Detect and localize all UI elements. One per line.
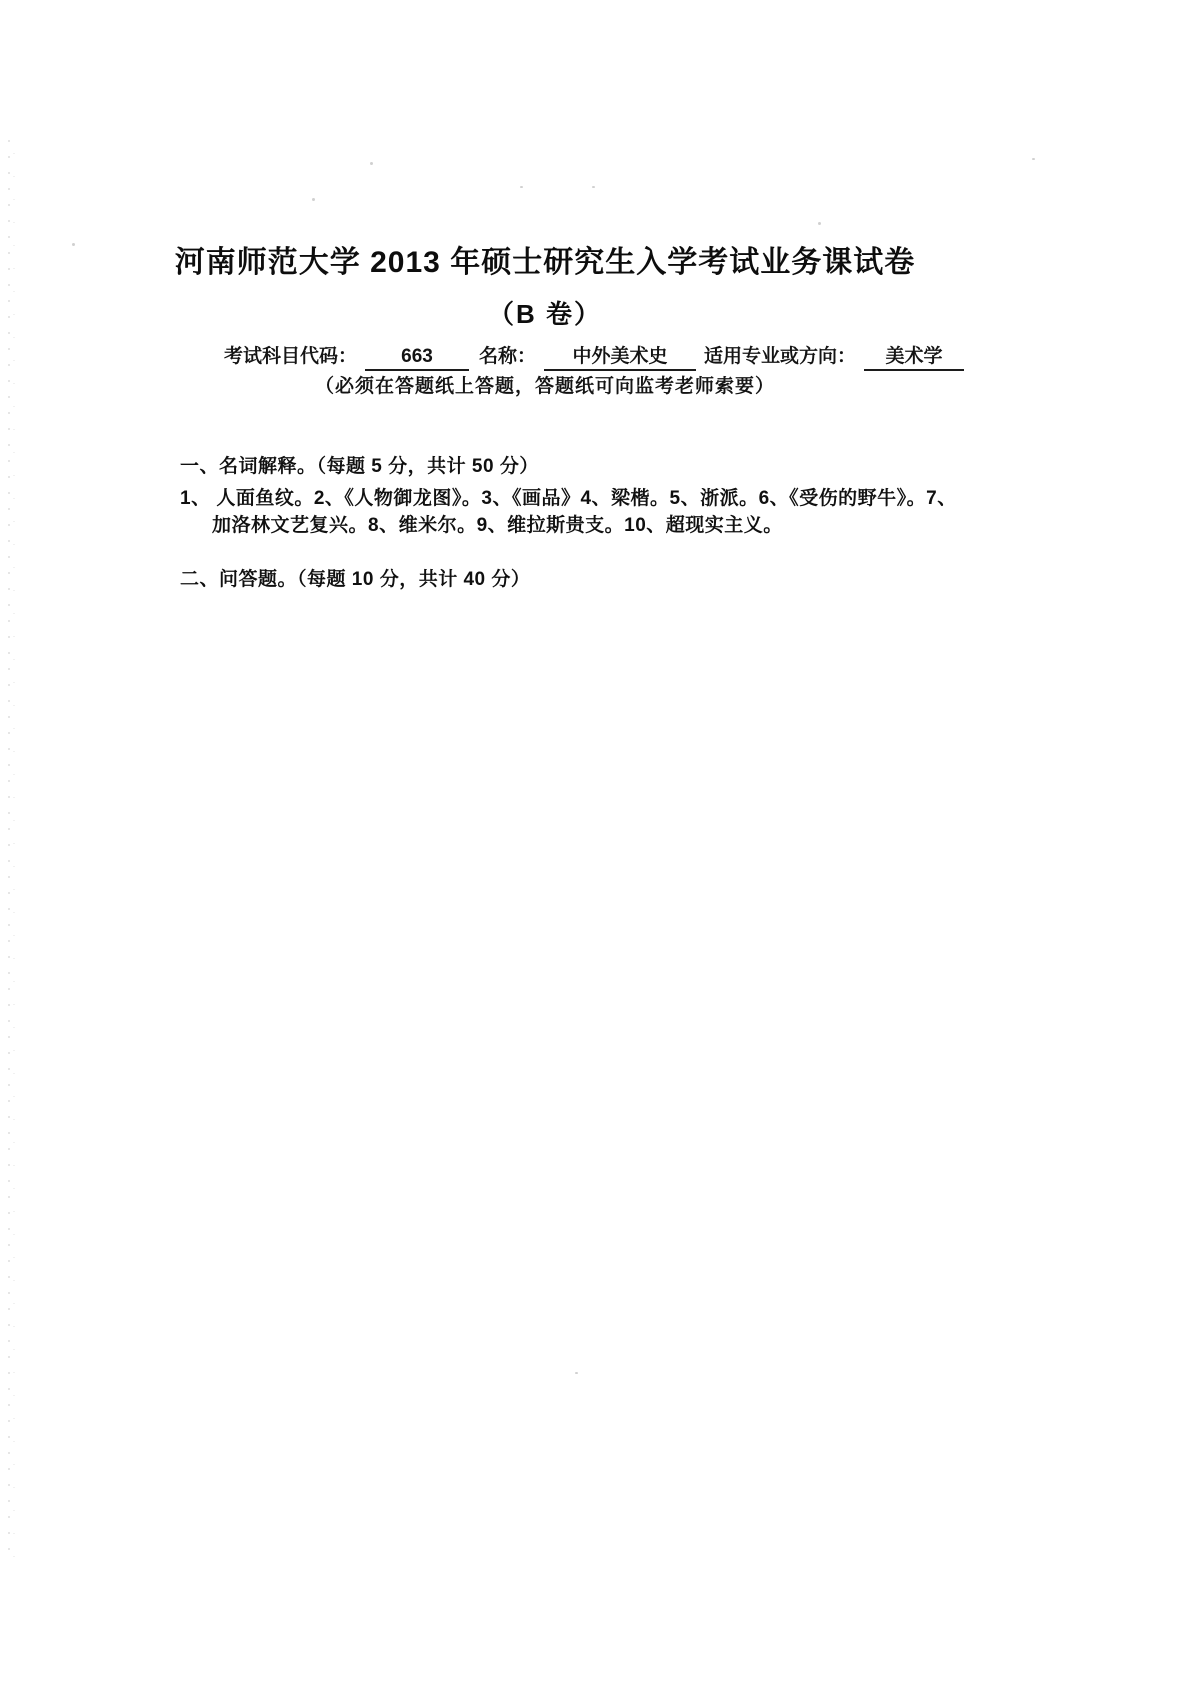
scan-speck	[575, 1372, 578, 1374]
subject-major-label: 适用专业或方向：	[704, 346, 857, 367]
exam-title: 河南师范大学 2013 年硕士研究生入学考试业务课试卷	[174, 246, 916, 279]
section-1-questions-line-1: 1、 人面鱼纹。2、《人物御龙图》。3、《画品》4、梁楷。5、浙派。6、《受伤的野牛》。7、	[180, 488, 957, 509]
paper-variant-label: （B 卷）	[487, 299, 602, 329]
scan-speck	[1032, 158, 1035, 160]
scan-edge-noise	[6, 140, 16, 1560]
scan-speck	[312, 198, 315, 201]
scan-speck	[370, 162, 373, 165]
subject-major-value: 美术学	[864, 347, 964, 371]
subject-code-label: 考试科目代码：	[224, 346, 358, 367]
answer-sheet-note: （必须在答题纸上答题，答题纸可向监考老师索要）	[314, 376, 775, 397]
scan-speck	[818, 222, 821, 225]
subject-code-value: 663	[365, 347, 469, 371]
scan-speck	[520, 186, 523, 188]
section-1-questions-line-2: 加洛林文艺复兴。8、维米尔。9、维拉斯贵支。10、超现实主义。	[212, 515, 783, 536]
section-1-heading: 一、名词解释。（每题 5 分，共计 50 分）	[180, 456, 539, 477]
subject-name-value: 中外美术史	[544, 347, 696, 371]
subject-info-line	[224, 341, 964, 371]
subject-name-label: 名称：	[479, 346, 537, 367]
scan-speck	[592, 186, 595, 188]
section-2-heading: 二、问答题。（每题 10 分，共计 40 分）	[180, 569, 531, 590]
